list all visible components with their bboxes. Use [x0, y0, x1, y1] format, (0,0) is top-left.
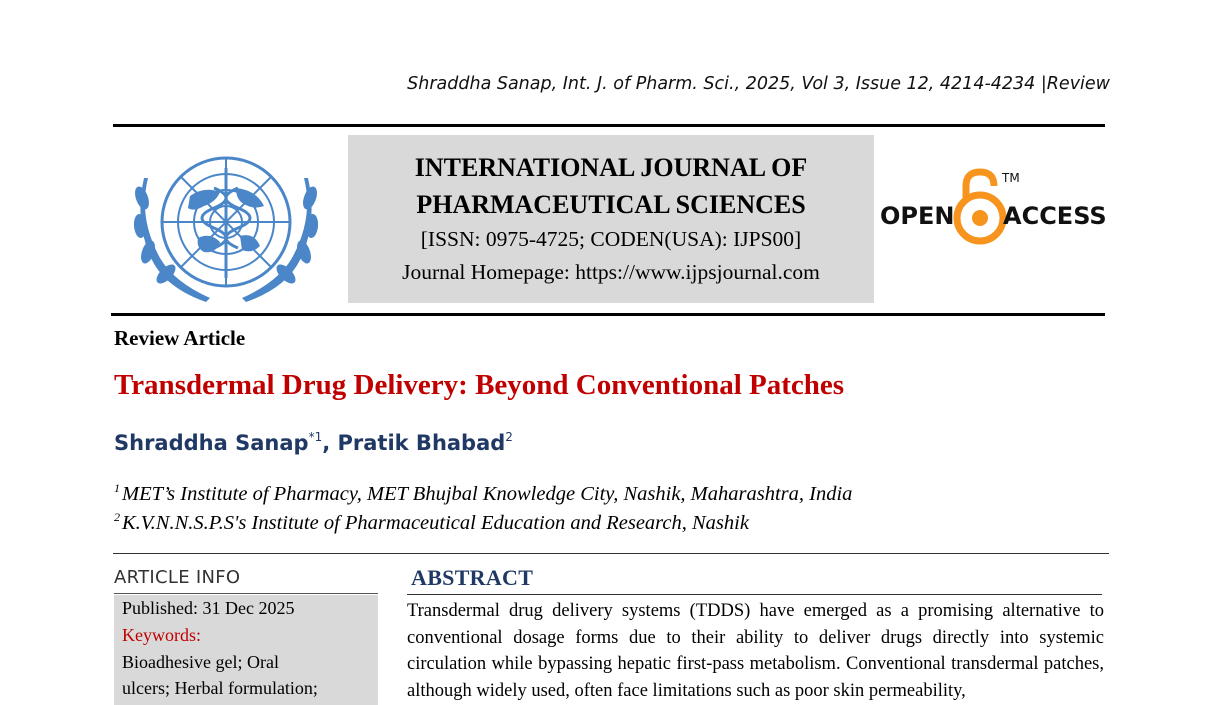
- keywords-line: Bioadhesive gel; Oral: [122, 652, 279, 672]
- author-affiliation-mark: 2: [505, 430, 513, 444]
- trademark-text: TM: [1002, 171, 1020, 185]
- journal-name-line1: INTERNATIONAL JOURNAL OF: [414, 153, 808, 182]
- header-bottom-rule: [111, 313, 1105, 316]
- author-name: Pratik Bhabad: [337, 431, 506, 455]
- section-divider: [113, 553, 1109, 554]
- open-access-left-text: OPEN: [880, 202, 955, 230]
- affiliation-2: [114, 510, 749, 535]
- keywords-line: ulcers; Herbal formulation;: [122, 678, 318, 698]
- header-top-rule: [113, 124, 1105, 127]
- author-list: [114, 430, 513, 455]
- affiliation-number: 1: [114, 481, 120, 495]
- affiliation-text: K.V.N.N.S.P.S's Institute of Pharmaceutical Education and Research, Nashik: [122, 512, 749, 534]
- author-affiliation-mark: *1: [308, 430, 323, 444]
- journal-issn: [ISSN: 0975-4725; CODEN(USA): IJPS00]: [420, 227, 802, 251]
- affiliation-number: 2: [114, 510, 120, 524]
- article-title: Transdermal Drug Delivery: Beyond Conventional Patches: [114, 369, 845, 401]
- article-type: Review Article: [114, 326, 246, 350]
- abstract-rule: [407, 594, 1102, 595]
- journal-homepage: Journal Homepage: https://www.ijpsjournal.com: [402, 260, 820, 284]
- affiliation-1: [114, 481, 852, 506]
- article-info-box: [114, 595, 378, 705]
- author-separator: ,: [322, 431, 338, 455]
- published-date: Published: 31 Dec 2025: [122, 598, 295, 618]
- journal-masthead-box: [348, 135, 874, 303]
- abstract-heading: ABSTRACT: [411, 565, 534, 590]
- affiliation-text: MET’s Institute of Pharmacy, MET Bhujbal Knowledge City, Nashik, Maharashtra, India: [122, 483, 853, 505]
- open-access-right-text: ACCESS: [1003, 202, 1107, 230]
- article-info-rule: [114, 593, 378, 594]
- abstract-text: Transdermal drug delivery systems (TDDS) have emerged as a promising alternative to conventional dosage forms due to their ability to deliver drugs directly into systemic circulation while bypassing hepatic first-pass metabolism. Conventional transdermal patches, although widely used, often face limitations such as poor skin permeability,: [407, 601, 1104, 701]
- journal-name-line2: PHARMACEUTICAL SCIENCES: [416, 190, 806, 219]
- open-access-logo-icon: [878, 166, 1110, 250]
- journal-emblem-icon: [128, 138, 324, 306]
- article-info-heading: ARTICLE INFO: [114, 567, 241, 588]
- running-header-citation: Shraddha Sanap, Int. J. of Pharm. Sci., 2025, Vol 3, Issue 12, 4214-4234 |Review: [407, 74, 1110, 94]
- author-name: Shraddha Sanap: [114, 431, 309, 455]
- journal-name: [348, 149, 874, 223]
- keywords-label: Keywords:: [122, 625, 201, 645]
